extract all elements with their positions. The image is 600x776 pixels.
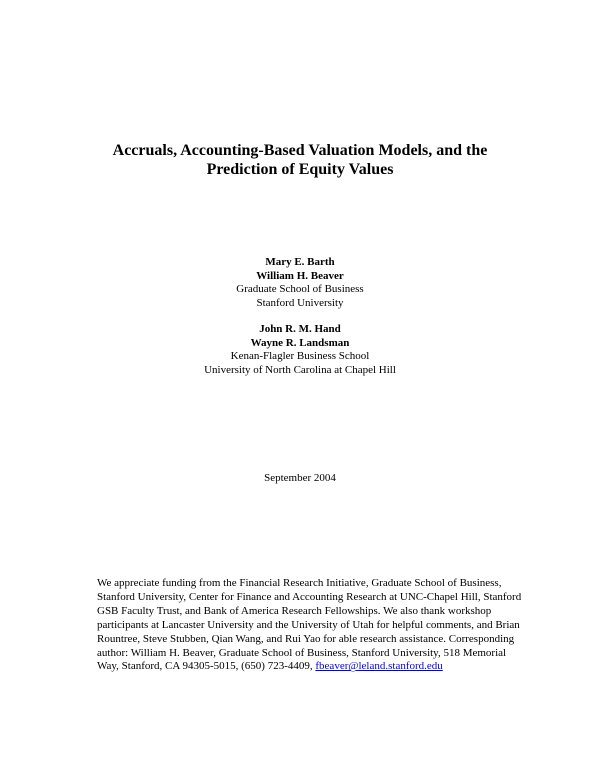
author-name: Mary E. Barth [265, 256, 335, 268]
acknowledgment-line: GSB Faculty Trust, and Bank of America Research Fellowships. We also thank workshop [97, 604, 492, 617]
author-affiliation: Kenan-Flagler Business School [230, 350, 370, 362]
author-affiliation: Stanford University [256, 296, 344, 309]
acknowledgment-footnote [97, 577, 537, 674]
author-affiliation: Graduate School of Business [236, 283, 364, 295]
author-name: John R. M. Hand [259, 323, 341, 335]
contact-address: Way, Stanford, CA 94305-5015, (650) 723-4409, [97, 660, 316, 673]
paper-title-line-2: Prediction of Equity Values [206, 161, 394, 178]
author-email-link[interactable]: fbeaver@leland.stanford.edu [315, 660, 443, 673]
acknowledgment-line: author: William H. Beaver, Graduate School of Business, Stanford University, 518 Memorial [97, 646, 507, 659]
paper-title-line-1: Accruals, Accounting-Based Valuation Models, and the [112, 142, 488, 159]
acknowledgment-line: Rountree, Steve Stubben, Qian Wang, and Rui Yao for able research assistance. Corresponding [97, 632, 515, 645]
author-name: William H. Beaver [256, 269, 344, 282]
acknowledgment-last-line [97, 660, 537, 674]
author-affiliation: University of North Carolina at Chapel Hill [204, 363, 396, 376]
acknowledgment-line: We appreciate funding from the Financial Research Initiative, Graduate School of Business, [97, 577, 502, 589]
publication-date: September 2004 [264, 472, 336, 484]
author-group-stanford [0, 256, 600, 310]
author-name: Wayne R. Landsman [250, 336, 350, 349]
paper-title [0, 141, 600, 179]
acknowledgment-line: participants at Lancaster University and the University of Utah for helpful comments, and Brian [97, 618, 520, 631]
acknowledgment-line: Stanford University, Center for Finance and Accounting Research at UNC-Chapel Hill, Stanford [97, 590, 522, 603]
author-group-unc [0, 323, 600, 377]
